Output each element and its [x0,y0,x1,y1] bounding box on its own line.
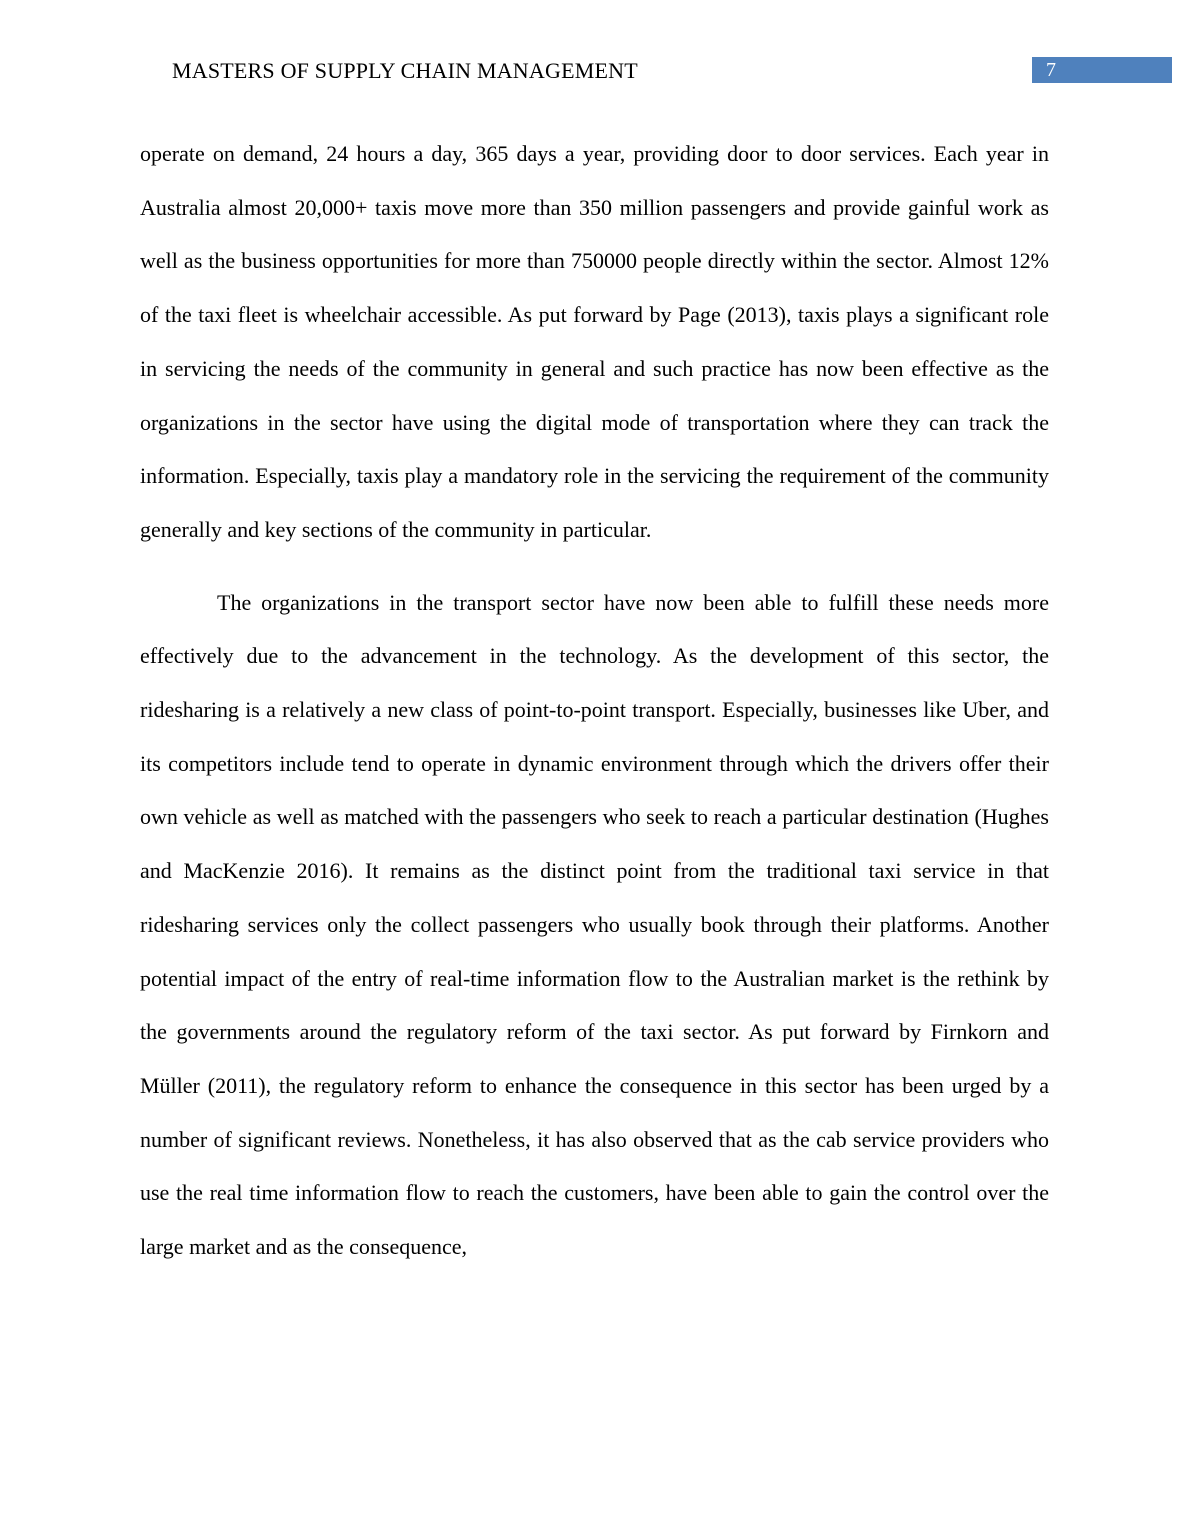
paragraph-1: operate on demand, 24 hours a day, 365 days a year, providing door to door services. Each year in Australia almost 20,000+ taxis move more than 350 million passengers and provide gainful work as well as the business opportunities for more than 750000 people directly within the sector. Almost 12% of the taxi fleet is wheelchair accessible. As put forward by Page (2013), taxis plays a significant role in servicing the needs of the community in general and such practice has now been effective as the organizations in the sector have using the digital mode of transportation where they can track the information. Especially, taxis play a mandatory role in the servicing the requirement of the community generally and key sections of the community in particular. [140,141,1049,542]
page-number-box [1032,57,1172,83]
body-text [140,127,1049,1274]
running-head: MASTERS OF SUPPLY CHAIN MANAGEMENT [172,58,638,83]
page-number: 7 [1046,59,1056,81]
paragraph-2: The organizations in the transport sector have now been able to fulfill these needs more effectively due to the advancement in the technology. As the development of this sector, the ridesharing is a relatively a new class of point-to-point transport. Especially, businesses like Uber, and its competitors include tend to operate in dynamic environment through which the drivers offer their own vehicle as well as matched with the passengers who seek to reach a particular destination (Hughes and MacKenzie 2016). It remains as the distinct point from the traditional taxi service in that ridesharing services only the collect passengers who usually book through their platforms. Another potential impact of the entry of real-time information flow to the Australian market is the rethink by the governments around the regulatory reform of the taxi sector. As put forward by Firnkorn and Müller (2011), the regulatory reform to enhance the consequence in this sector has been urged by a number of significant reviews. Nonetheless, it has also observed that as the cab service providers who use the real time information flow to reach the customers, have been able to gain the control over the large market and as the consequence, [140,589,1049,1260]
